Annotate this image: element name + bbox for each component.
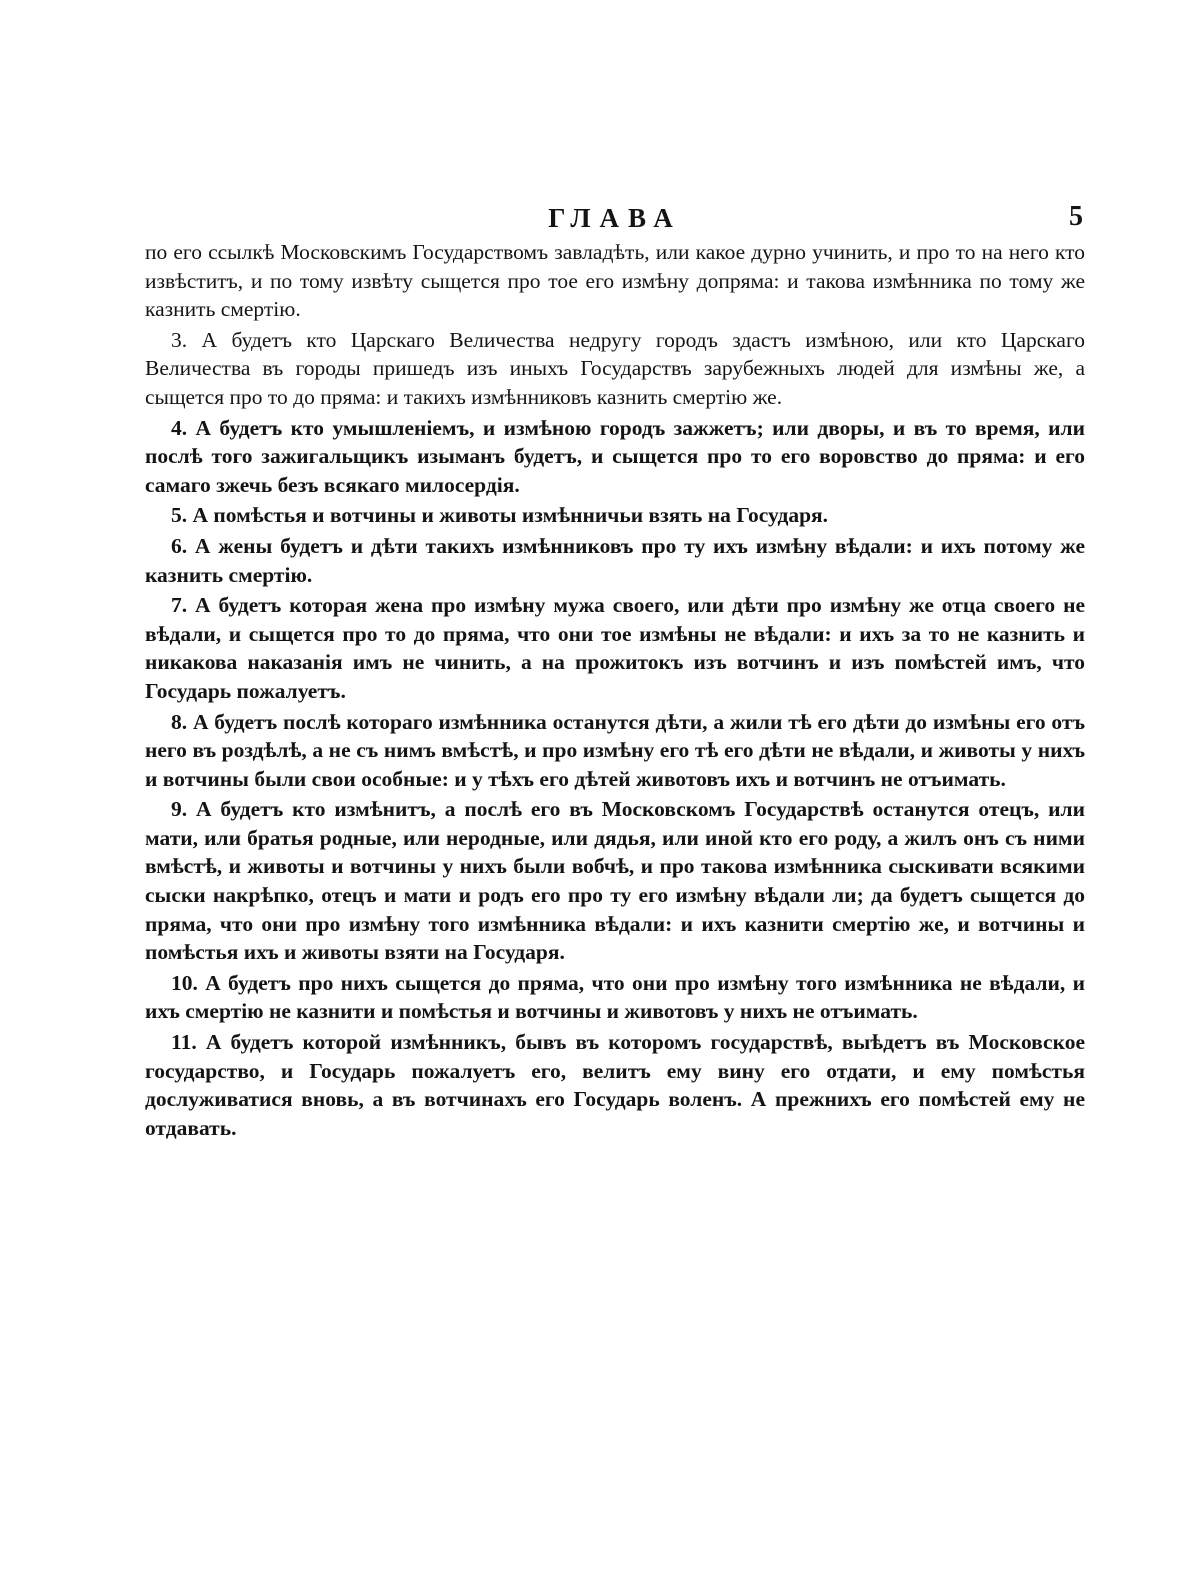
- paragraph-continued: по его ссылкѣ Московскимъ Государствомъ завладѣть, или какое дурно учинить, и про то на него кто извѣститъ, и по тому извѣту сыщется про тое его измѣну допряма: и такова измѣнника по тому же казнить смертію.: [145, 240, 1085, 322]
- paragraph-article-5: 5. А помѣстья и вотчины и животы измѣнничьи взять на Государя.: [171, 503, 829, 528]
- paragraph-article-10: 10. А будетъ про нихъ сыщется до пряма, что они про измѣну того измѣнника не вѣдали, и ихъ смертію не казнити и помѣстья и вотчины и животовъ у нихъ не отъимать.: [145, 970, 1085, 1024]
- body-text: [145, 238, 1085, 1144]
- running-head: ГЛАВА: [548, 203, 682, 233]
- paragraph-article-11: 11. А будетъ которой измѣнникъ, бывъ въ которомъ государствѣ, выѣдетъ въ Московское государство, и Государь пожалуетъ его, велитъ ему вину его отдати, и ему помѣстья дослуживатися вновь, а въ вотчинахъ его Государь воленъ. А прежнихъ его помѣстей ему не отдавать.: [145, 1030, 1085, 1140]
- paragraph-article-7: 7. А будетъ которая жена про измѣну мужа своего, или дѣти про измѣну же отца своего не вѣдали, и сыщется про то до пряма, что они тое измѣны не вѣдали: и ихъ за то не казнить и никакова наказанія имъ не чинить, а на прожитокъ изъ вотчинъ и изъ помѣстей имъ, что Государь пожалуетъ.: [145, 593, 1085, 703]
- paragraph-article-3: 3. А будетъ кто Царскаго Величества недругу городъ здастъ измѣною, или кто Царскаго Величества въ городы пришедъ изъ иныхъ Государствъ зарубежныхъ людей для измѣны же, а сыщется про то до пряма: и такихъ измѣнниковъ казнить смертію же.: [145, 327, 1085, 409]
- page-number: 5: [1069, 201, 1083, 232]
- paragraph-article-4: 4. А будетъ кто умышленіемъ, и измѣною городъ зажжетъ; или дворы, и въ то время, или послѣ того зажигальщикъ изыманъ будетъ, и сыщется про то его воровство до пряма: и его самаго зжечь безъ всякаго милосердія.: [145, 415, 1085, 497]
- page-header: [145, 203, 1085, 243]
- paragraph-article-8: 8. А будетъ послѣ котораго измѣнника останутся дѣти, а жили тѣ его дѣти до измѣны его отъ него въ роздѣлѣ, а не съ нимъ вмѣстѣ, и про измѣну его тѣ его дѣти не вѣдали, и животы у нихъ и вотчины были свои особные: и у тѣхъ его дѣтей животовъ ихъ и вотчинъ не отъимать.: [145, 709, 1085, 791]
- paragraph-article-6: 6. А жены будетъ и дѣти такихъ измѣнниковъ про ту ихъ измѣну вѣдали: и ихъ потому же казнить смертію.: [145, 533, 1085, 587]
- paragraph-article-9: 9. А будетъ кто измѣнитъ, а послѣ его въ Московскомъ Государствѣ останутся отецъ, или мати, или братья родные, или неродные, или дядья, или иной кто его роду, а жилъ онъ съ ними вмѣстѣ, и животы и вотчины у нихъ были вобчѣ, и про такова измѣнника сыскивати всякими сыски накрѣпко, отецъ и мати и родъ его про ту его измѣну вѣдали ли; да будетъ сыщется до пряма, что они про измѣну того измѣнника вѣдали: и ихъ казнити смертію же, и вотчины и помѣстья ихъ и животы взяти на Государя.: [145, 797, 1085, 965]
